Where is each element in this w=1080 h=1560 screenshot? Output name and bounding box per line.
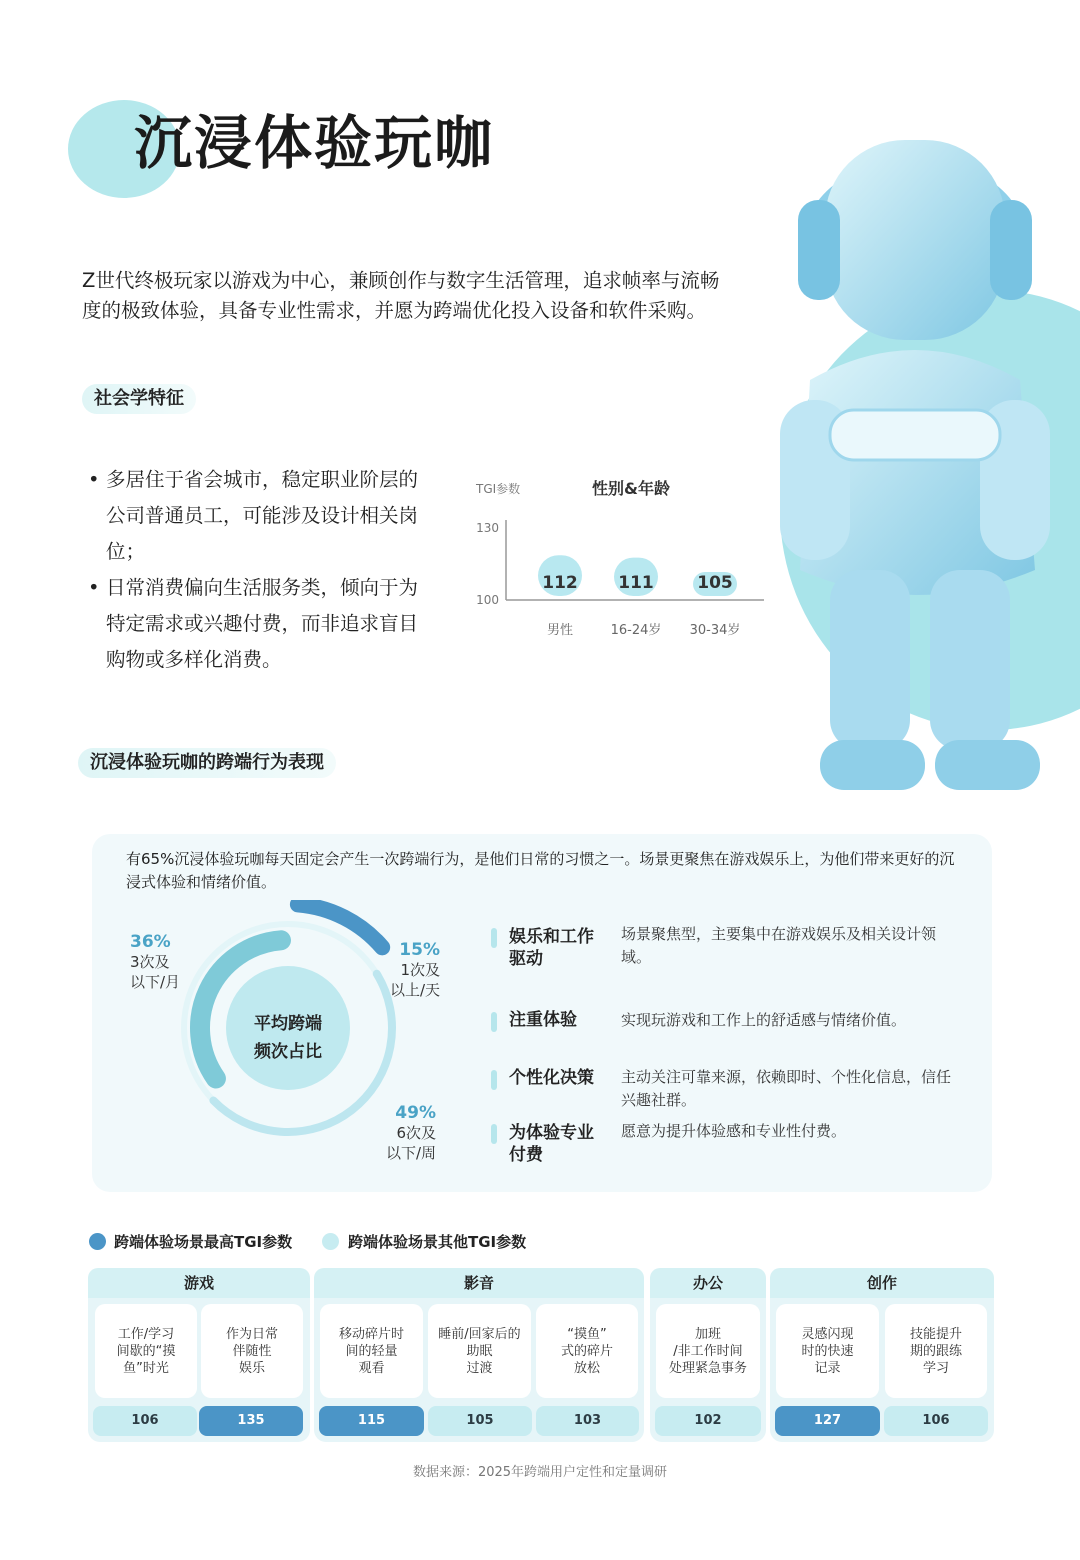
feature-marker: [491, 1070, 497, 1090]
scene-card: 工作/学习 间歇的“摸 鱼”时光: [95, 1304, 197, 1398]
scene-card: “摸鱼” 式的碎片 放松: [536, 1304, 638, 1398]
data-source-note: 数据来源：2025年跨端用户定性和定量调研: [412, 1465, 668, 1480]
chart-title: 性别&年龄: [592, 479, 670, 498]
feature-title: 为体验专业付费: [509, 1123, 594, 1165]
donut-label-weekly: [380, 1103, 436, 1163]
legend-high-dot: [89, 1233, 106, 1250]
donut-center-line1: 平均跨端: [254, 1014, 322, 1034]
scene-group-header-office: 办公: [650, 1268, 766, 1298]
feature-desc: 场景聚焦型，主要集中在游戏娱乐及相关设计领域。: [621, 925, 937, 966]
scene-card: 作为日常 伴随性 娱乐: [201, 1304, 303, 1398]
section-tag-behaviour: 沉浸体验玩咖的跨端行为表现: [78, 748, 336, 778]
scene-card: 技能提升 期的跟练 学习: [885, 1304, 987, 1398]
donut-center-line2: 频次占比: [254, 1042, 322, 1062]
feature-marker: [491, 928, 497, 948]
intro-paragraph: Z世代终极玩家以游戏为中心，兼顾创作与数字生活管理，追求帧率与流畅度的极致体验，具备专业性需求，并愿为跨端优化投入设备和软件采购。: [82, 269, 720, 322]
feature-title: 个性化决策: [509, 1068, 594, 1088]
segment-percent: 15%: [399, 940, 440, 960]
x-tick-label: 30-34岁: [689, 623, 741, 638]
segment-percent: 36%: [130, 932, 171, 952]
legend-other-label: 跨端体验场景其他TGI参数: [348, 1233, 527, 1251]
y-tick-label: 100: [476, 593, 499, 607]
feature-title: 注重体验: [509, 1010, 577, 1030]
x-tick-label: 男性: [546, 623, 574, 638]
y-tick-label: 130: [476, 521, 499, 535]
scene-card: 移动碎片时 间的轻量 观看: [320, 1304, 423, 1398]
tgi-value-pill: 106: [884, 1406, 988, 1436]
donut-label-daily: [384, 940, 440, 1000]
list-item: • 日常消费偏向生活服务类，倾向于为特定需求或兴趣付费，而非追求盲目购物或多样化消费。: [86, 570, 436, 678]
bar-value-label: 112: [542, 573, 578, 593]
segment-line1: 6次及: [396, 1124, 436, 1142]
tgi-value-pill-highest: 115: [319, 1406, 424, 1436]
chart-y-axis-label: TGI参数: [476, 482, 521, 496]
scene-card: 加班 /非工作时间 处理紧急事务: [656, 1304, 760, 1398]
section-tag-social-traits: 社会学特征: [82, 384, 196, 414]
bar-value-label: 105: [697, 573, 733, 593]
tgi-value-pill-highest: 135: [199, 1406, 303, 1436]
donut-center-label: [232, 1010, 344, 1066]
tgi-bar-chart: [470, 510, 780, 650]
feature-desc: 主动关注可靠来源，依赖即时、个性化信息，信任兴趣社群。: [621, 1068, 952, 1109]
social-traits-list: [86, 462, 436, 678]
gamer-figure-illustration: [770, 100, 1070, 820]
x-tick-label: 16-24岁: [610, 623, 662, 638]
segment-line2: 以下/周: [385, 1144, 436, 1162]
scene-group-header-create: 创作: [770, 1268, 994, 1298]
segment-line2: 以下/月: [130, 973, 181, 991]
legend-other-dot: [322, 1233, 339, 1250]
scene-card: 灵感闪现 时的快速 记录: [776, 1304, 879, 1398]
tgi-value-pill: 102: [655, 1406, 761, 1436]
segment-line2: 以上/天: [389, 981, 440, 999]
feature-title: 娱乐和工作驱动: [509, 927, 594, 969]
feature-desc: 愿意为提升体验感和专业性付费。: [621, 1122, 847, 1140]
page-title: 沉浸体验玩咖: [134, 109, 495, 177]
legend-high-label: 跨端体验场景最高TGI参数: [114, 1233, 293, 1251]
tgi-value-pill: 106: [93, 1406, 197, 1436]
feature-marker: [491, 1124, 497, 1144]
segment-line1: 3次及: [130, 953, 170, 971]
tgi-value-pill: 105: [428, 1406, 532, 1436]
tgi-value-pill-highest: 127: [775, 1406, 880, 1436]
scene-group-header-game: 游戏: [88, 1268, 310, 1298]
list-item: • 多居住于省会城市，稳定职业阶层的公司普通员工，可能涉及设计相关岗位；: [86, 462, 436, 570]
behaviour-summary: 有65%沉浸体验玩咖每天固定会产生一次跨端行为，是他们日常的习惯之一。场景更聚焦在游戏娱乐上，为他们带来更好的沉浸式体验和情绪价值。: [126, 850, 955, 891]
segment-percent: 49%: [395, 1103, 436, 1123]
tgi-value-pill: 103: [536, 1406, 639, 1436]
feature-marker: [491, 1012, 497, 1032]
bar-value-label: 111: [618, 573, 654, 593]
feature-desc: 实现玩游戏和工作上的舒适感与情绪价值。: [621, 1011, 907, 1029]
scene-card: 睡前/回家后的 助眠 过渡: [428, 1304, 531, 1398]
donut-label-monthly: [130, 932, 180, 992]
scene-group-header-media: 影音: [314, 1268, 644, 1298]
segment-line1: 1次及: [400, 961, 440, 979]
